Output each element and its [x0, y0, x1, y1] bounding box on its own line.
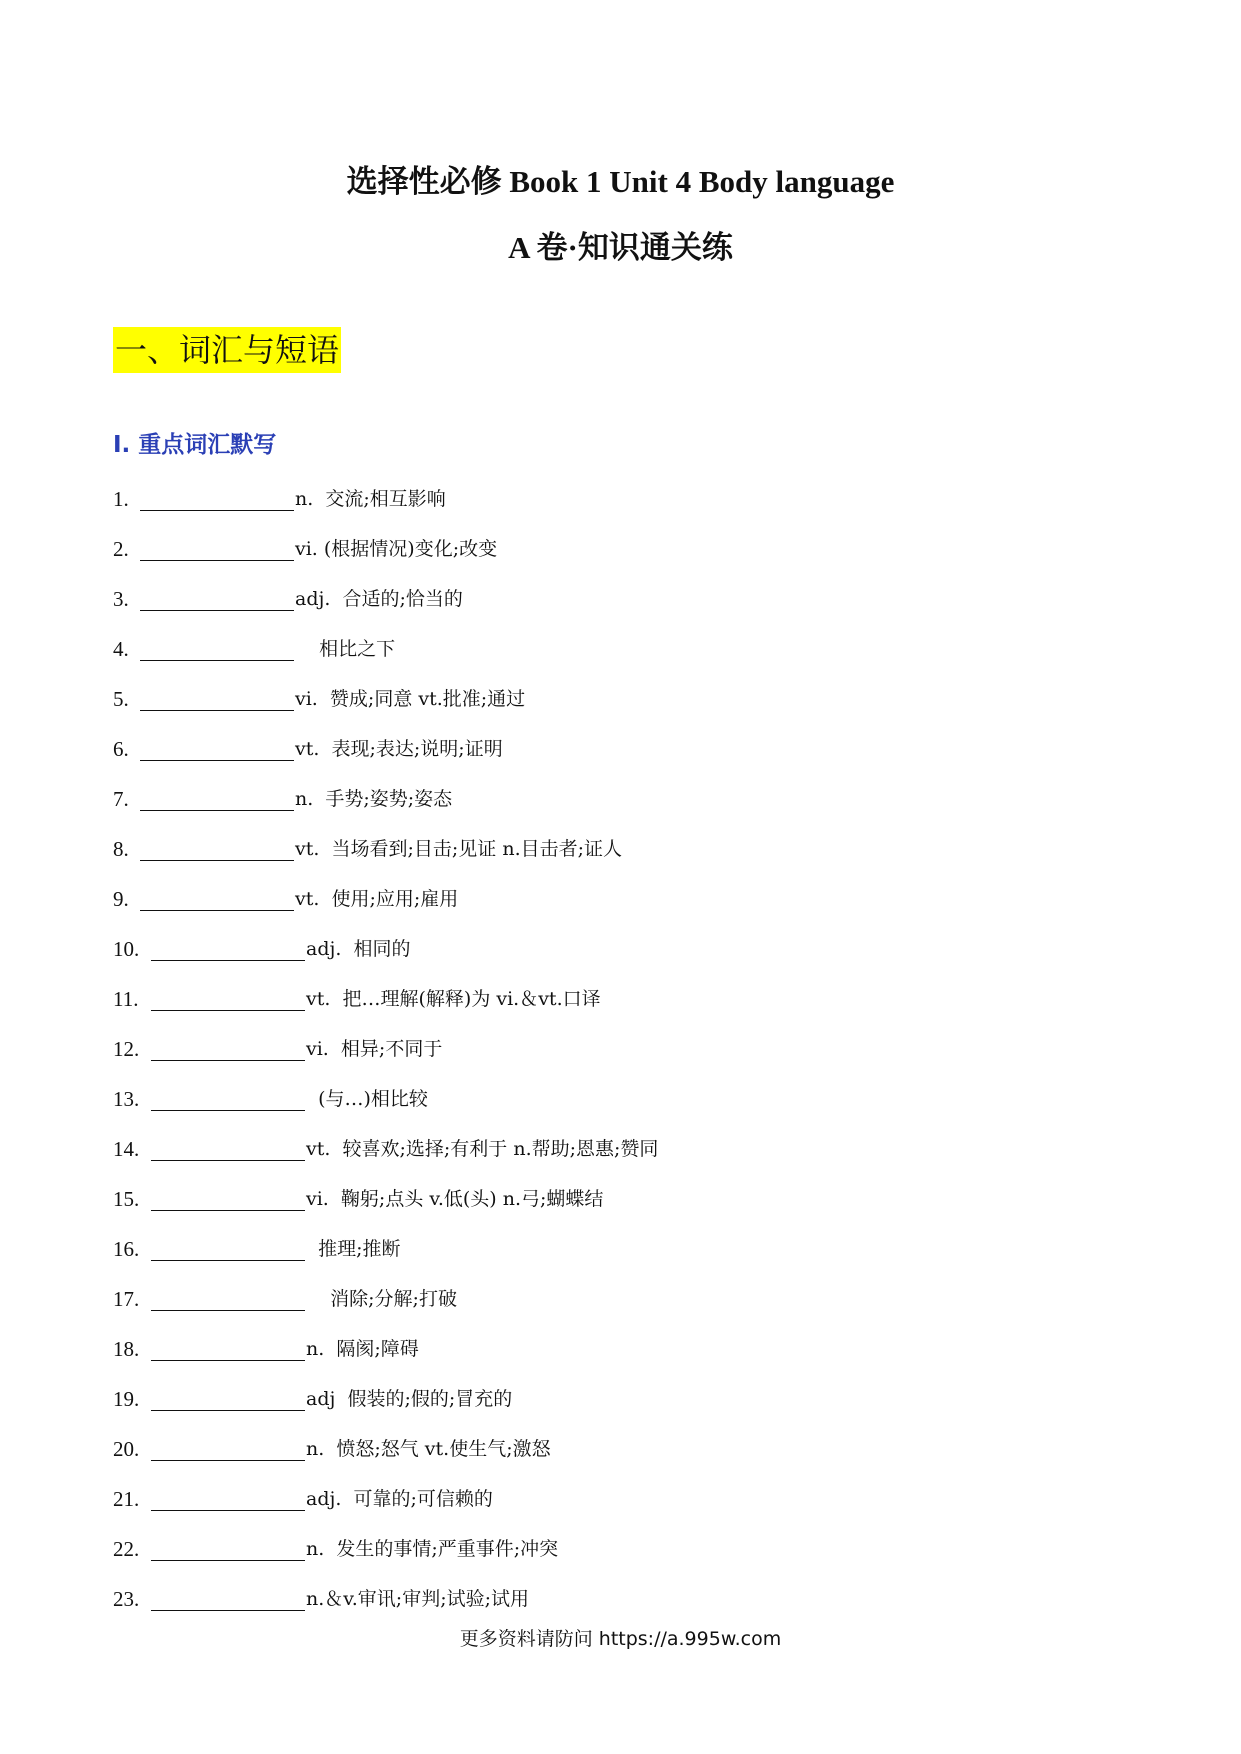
vocab-item — [113, 674, 658, 724]
footer-link-text[interactable]: 更多资料请防问 https://a.995w.com — [459, 1628, 782, 1650]
subsection-heading: I. 重点词汇默写 — [113, 432, 277, 458]
vocab-list — [113, 474, 658, 1624]
item-definition: 相比之下 — [295, 638, 396, 660]
item-number: 21. — [113, 1487, 140, 1511]
vocab-item — [113, 724, 658, 774]
item-definition: vi. 相异;不同于 — [306, 1038, 443, 1060]
item-definition: n. 发生的事情;严重事件;冲突 — [306, 1538, 559, 1560]
page-subtitle: A 卷·知识通关练 — [508, 230, 733, 265]
item-definition: n.＆v.审讯;审判;试验;试用 — [306, 1588, 530, 1610]
item-number: 1. — [113, 487, 129, 511]
answer-blank[interactable] — [151, 1538, 305, 1561]
answer-blank[interactable] — [140, 738, 294, 761]
item-number: 14. — [113, 1137, 140, 1161]
item-definition: n. 交流;相互影响 — [295, 488, 446, 510]
answer-blank[interactable] — [151, 988, 305, 1011]
vocab-item — [113, 1174, 658, 1224]
item-definition: vi. 赞成;同意 vt.批准;通过 — [295, 688, 526, 710]
vocab-item — [113, 474, 658, 524]
item-definition: n. 隔阂;障碍 — [306, 1338, 419, 1360]
item-definition: vi. (根据情况)变化;改变 — [295, 538, 498, 560]
answer-blank[interactable] — [151, 1488, 305, 1511]
item-number: 15. — [113, 1187, 140, 1211]
vocab-item — [113, 924, 658, 974]
item-number: 8. — [113, 837, 129, 861]
vocab-item — [113, 774, 658, 824]
vocab-item — [113, 974, 658, 1024]
item-definition: vt. 表现;表达;说明;证明 — [295, 738, 503, 760]
item-number: 7. — [113, 787, 129, 811]
item-definition: adj. 可靠的;可信赖的 — [306, 1488, 493, 1510]
item-definition: (与…)相比较 — [306, 1088, 428, 1110]
item-number: 3. — [113, 587, 129, 611]
answer-blank[interactable] — [151, 1238, 305, 1261]
vocab-item — [113, 1024, 658, 1074]
item-definition: vt. 当场看到;目击;见证 n.目击者;证人 — [295, 838, 623, 860]
answer-blank[interactable] — [151, 1138, 305, 1161]
item-number: 20. — [113, 1437, 140, 1461]
item-definition: vt. 较喜欢;选择;有利于 n.帮助;恩惠;赞同 — [306, 1138, 659, 1160]
vocab-item — [113, 1574, 658, 1624]
answer-blank[interactable] — [151, 1188, 305, 1211]
item-number: 11. — [113, 987, 139, 1011]
vocab-item — [113, 1524, 658, 1574]
answer-blank[interactable] — [151, 1588, 305, 1611]
item-number: 9. — [113, 887, 129, 911]
answer-blank[interactable] — [151, 1088, 305, 1111]
item-number: 17. — [113, 1287, 140, 1311]
item-definition: adj. 相同的 — [306, 938, 411, 960]
item-definition: n. 愤怒;怒气 vt.使生气;激怒 — [306, 1438, 551, 1460]
item-number: 5. — [113, 687, 129, 711]
answer-blank[interactable] — [140, 688, 294, 711]
vocab-item — [113, 1124, 658, 1174]
answer-blank[interactable] — [140, 838, 294, 861]
vocab-item — [113, 874, 658, 924]
vocab-item — [113, 1424, 658, 1474]
item-number: 13. — [113, 1087, 140, 1111]
item-number: 4. — [113, 637, 129, 661]
item-number: 12. — [113, 1037, 140, 1061]
answer-blank[interactable] — [140, 488, 294, 511]
item-number: 6. — [113, 737, 129, 761]
item-definition: n. 手势;姿势;姿态 — [295, 788, 453, 810]
item-number: 10. — [113, 937, 140, 961]
answer-blank[interactable] — [140, 538, 294, 561]
item-definition: vi. 鞠躬;点头 v.低(头) n.弓;蝴蝶结 — [306, 1188, 604, 1210]
vocab-item — [113, 1074, 658, 1124]
answer-blank[interactable] — [140, 638, 294, 661]
vocab-item — [113, 1374, 658, 1424]
item-definition: vt. 把…理解(解释)为 vi.＆vt.口译 — [306, 988, 601, 1010]
item-number: 19. — [113, 1387, 140, 1411]
vocab-item — [113, 1224, 658, 1274]
item-number: 22. — [113, 1537, 140, 1561]
item-number: 23. — [113, 1587, 140, 1611]
vocab-item — [113, 824, 658, 874]
item-number: 2. — [113, 537, 129, 561]
vocab-item — [113, 574, 658, 624]
answer-blank[interactable] — [140, 788, 294, 811]
vocab-item — [113, 524, 658, 574]
answer-blank[interactable] — [151, 1338, 305, 1361]
item-number: 16. — [113, 1237, 140, 1261]
answer-blank[interactable] — [151, 1438, 305, 1461]
item-definition: vt. 使用;应用;雇用 — [295, 888, 459, 910]
answer-blank[interactable] — [140, 888, 294, 911]
item-definition: adj 假装的;假的;冒充的 — [306, 1388, 513, 1410]
answer-blank[interactable] — [151, 1288, 305, 1311]
vocab-item — [113, 1324, 658, 1374]
item-definition: 推理;推断 — [306, 1238, 401, 1260]
item-definition: adj. 合适的;恰当的 — [295, 588, 463, 610]
section-heading: 一、词汇与短语 — [113, 327, 341, 373]
vocab-item — [113, 1274, 658, 1324]
answer-blank[interactable] — [140, 588, 294, 611]
vocab-item — [113, 1474, 658, 1524]
answer-blank[interactable] — [151, 938, 305, 961]
item-definition: 消除;分解;打破 — [306, 1288, 457, 1310]
answer-blank[interactable] — [151, 1388, 305, 1411]
item-number: 18. — [113, 1337, 140, 1361]
page-title: 选择性必修 Book 1 Unit 4 Body language — [346, 164, 895, 199]
answer-blank[interactable] — [151, 1038, 305, 1061]
vocab-item — [113, 624, 658, 674]
